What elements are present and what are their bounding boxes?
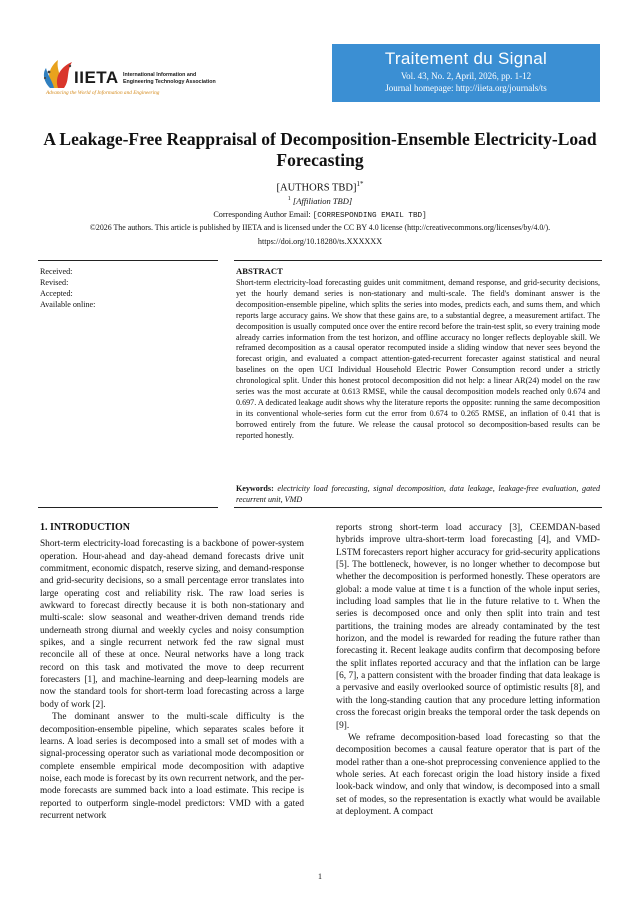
abstract-heading: ABSTRACT	[236, 266, 283, 276]
paragraph: We reframe decomposition-based load forecasting so that the decomposition becomes a causal feature operator that is part of the model rather than a one-shot preprocessing convenience applied to the whole series. At each forecast origin the load history inside a fixed look-back window, and only that window, is decomposed into a small set of modes, so the representation is exactly what would be available at deployment. A compact	[336, 732, 600, 817]
affiliation-text: [Affiliation TBD]	[292, 196, 353, 206]
page-number: 1	[318, 872, 322, 881]
corresponding-author	[40, 210, 600, 220]
paragraph: reports strong short-term load accuracy [3], CEEMDAN-based hybrids improve ultra-short-term load forecasting [4], and VMD-LSTM forecasters report higher accuracy for grid-security applications [5]. The bottleneck, however, is no longer whether to decompose but whether the decomposition is performed honestly. These operators are global: a mode value at time t is a function of the whole input series, including load samples that lie in the future relative to t. When the series is decomposed once and only then split into train and test partitions, the training modes are already contaminated by the test horizon, and the model is rewarded for reading the future rather than forecasting it. Recent leakage audits confirm that decomposing before the split inflates reported accuracy and that the inflation can be large [6, 7], a pattern consistent with the broader finding that data leakage is a pervasive and easily overlooked source of optimistic results [8], and with the long-standing caution that any procedure letting information cross the forecast origin breaks the temporal order the task depends on [9].	[336, 523, 600, 731]
journal-name: Traitement du Signal	[384, 49, 548, 68]
keywords	[236, 484, 600, 506]
available-online-label: Available online:	[40, 300, 96, 309]
divider-bottom-right	[234, 507, 602, 508]
author-names: [AUTHORS TBD]	[276, 182, 357, 194]
journal-homepage[interactable]: Journal homepage: http://iieta.org/journals/ts	[385, 83, 547, 93]
license-statement: ©2026 The authors. This article is published by IIETA and is licensed under the CC BY 4.0 license (http://creativecommons.org/licenses/by/4.0/).	[89, 223, 551, 232]
accepted-label: Accepted:	[40, 289, 73, 298]
divider-top-right	[234, 260, 602, 261]
journal-issue: Vol. 43, No. 2, April, 2026, pp. 1-12	[400, 71, 532, 81]
divider-top-left	[38, 260, 218, 261]
publisher-name-line2: Engineering Technology Association	[123, 79, 216, 85]
paragraph: Short-term electricity-load forecasting is a backbone of power-system operation. Hour-ahead and day-ahead demand forecasts drive unit commitment, economic dispatch, reserve sizing, and demand-response and grid-security decisions, so a small percentage error translates into large operating cost and reliability risk. The raw load series is awkward to forecast directly because it is both non-stationary and multi-scale: slow seasonal and weather-driven demand trends ride underneath strong diurnal and weekly cycles and noisy consumption spikes, and a single recurrent network fed the raw signal must reconcile all of these at once. Neural networks have a long track record on this task and motivated the move to deep recurrent forecasters [1], and machine-learning and deep-learning models are now the standard tools for short-term load forecasting across a large body of work [2].	[40, 539, 304, 710]
received-label: Received:	[40, 267, 73, 276]
affiliation-superscript: 1	[287, 196, 291, 203]
article-title: A Leakage-Free Reappraisal of Decomposition-Ensemble Electricity-Load Forecasting	[43, 129, 597, 170]
keywords-label: Keywords:	[236, 484, 274, 493]
article-dates	[40, 266, 95, 310]
corresponding-label: Corresponding Author Email:	[213, 210, 311, 219]
author-superscript: 1*	[356, 180, 364, 188]
publisher-logo	[40, 52, 240, 102]
article-affiliation	[40, 196, 600, 206]
section-heading-introduction: 1. INTRODUCTION	[40, 522, 131, 533]
publisher-tagline: Advancing the World of Information and Engineering	[46, 90, 160, 96]
publisher-logo-word: IIETA	[74, 68, 119, 87]
keywords-list: electricity load forecasting, signal decomposition, data leakage, leakage-free evaluation, gated recurrent unit, VMD	[236, 484, 600, 504]
body-column-left	[40, 522, 304, 822]
divider-bottom-left	[38, 507, 218, 508]
article-authors	[40, 180, 600, 194]
journal-banner	[332, 44, 600, 102]
abstract-text: Short-term electricity-load forecasting guides unit commitment, demand response, and grid-security decisions, yet the hourly demand series is non-stationary and multi-scale. The field's dominant answer is the decomposition-ensemble pipeline, which splits the series into modes, predicts each, and sums them, and which reports large accuracy gains. We show that these gains are, to a substantial degree, a measurement artifact. The decomposition is usually computed once over the entire record before the train-test split, so every training mode already carries information from the test horizon, and offline accuracy no longer reflects deployable skill. We reframed decomposition as a causal operator recomputed inside a sliding window that never sees beyond the forecast origin, and evaluated a compact attention-gated-recurrent forecaster against statistical and neural baselines on the open UCI Individual Household Electric Power Consumption record under a strictly chronological split. Under this honest protocol decomposition did not help: a linear AR(24) model on the raw series was the most accurate at 0.613 RMSE, while the causal decomposition models reached only 0.674 and 0.697. A dedicated leakage audit shows why the literature reports the opposite: running the same decomposition in its conventional whole-series form cut the error from 0.674 to 0.265 RMSE, an inflation of 0.41 that is borrowed entirely from the future. We release the causal protocol so decomposition-based results can be reported honestly.	[236, 278, 600, 440]
corresponding-email[interactable]: [CORRESPONDING EMAIL TBD]	[312, 212, 427, 220]
publisher-name-line1: International Information and	[123, 72, 197, 78]
article-doi[interactable]: https://doi.org/10.18280/ts.XXXXXX	[257, 237, 383, 246]
paragraph: The dominant answer to the multi-scale difficulty is the decomposition-ensemble pipeline, which separates scales before it learns. A load series is decomposed into a small set of modes with a signal-processing operator such as variational mode decomposition or complete ensemble empirical mode decomposition with adaptive noise, each mode is forecast by its own recurrent network, and the per-mode forecasts are summed back into a load estimate. This recipe is reported to outperform single-model predictors: VMD with a gated recurrent network	[40, 712, 304, 821]
revised-label: Revised:	[40, 278, 69, 287]
body-column-right	[336, 522, 600, 818]
